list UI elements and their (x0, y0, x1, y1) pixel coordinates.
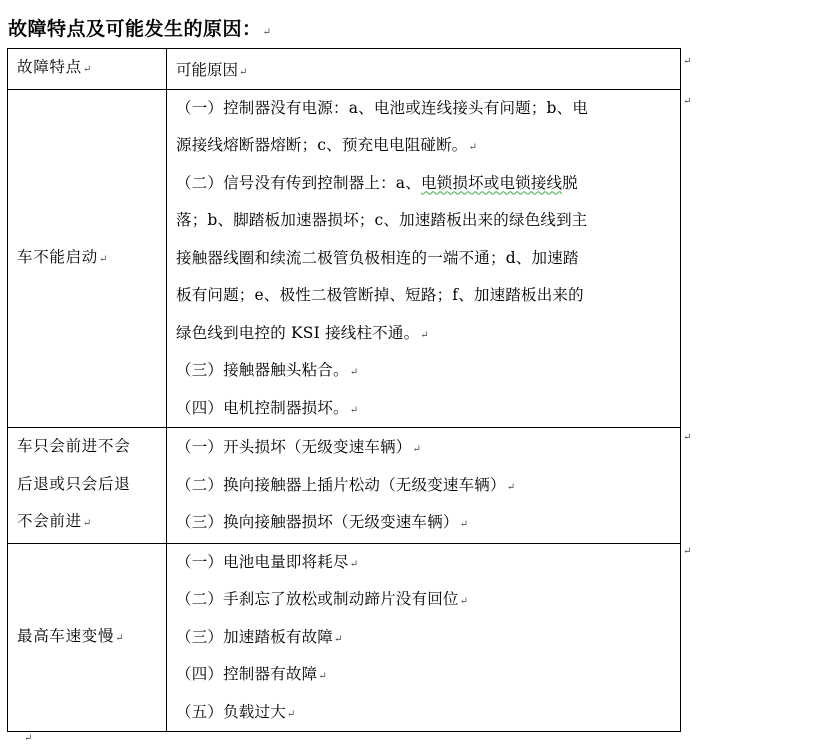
paragraph-mark-icon: ↵ (412, 444, 422, 455)
fault-feature-cell: 最高车速变慢↵ (8, 543, 167, 732)
cause-line: （二）换向接触器上插片松动（无级变速车辆）↵ (176, 475, 516, 494)
feature-line: 后退或只会后退 (17, 474, 131, 493)
fault-feature-cell: 车不能启动↵ (8, 89, 167, 428)
paragraph-mark-icon: ↵ (506, 481, 516, 493)
paragraph-mark-icon: ↵ (349, 367, 359, 378)
cause-line: （三）接触器触头粘合。↵ (176, 361, 359, 379)
table-row (8, 543, 681, 732)
cause-line: 接触器线圈和续流二极管负极相连的一端不通；d、加速踏 (176, 248, 579, 267)
possible-cause-cell (167, 428, 681, 544)
cause-line: （三）加速踏板有故障↵ (176, 627, 343, 646)
paragraph-mark-icon: ↵ (82, 518, 92, 529)
cause-line: （五）负载过大↵ (176, 702, 296, 721)
row-end-mark-icon: ↵ (683, 432, 692, 443)
paragraph-mark-icon: ↵ (420, 329, 429, 341)
paragraph-mark-icon: ↵ (286, 708, 296, 720)
row-end-mark-icon: ↵ (683, 96, 692, 107)
possible-cause-cell (167, 543, 681, 732)
table-row (8, 89, 681, 428)
paragraph-mark-icon: ↵ (349, 558, 359, 570)
table-row (8, 428, 681, 544)
header-fault-feature: 故障特点↵ (8, 49, 167, 90)
table-header-row (8, 49, 681, 90)
cause-line: （四）电机控制器损坏。↵ (176, 398, 359, 417)
header-possible-cause: 可能原因↵ (167, 49, 681, 90)
row-end-mark-icon: ↵ (683, 56, 692, 67)
paragraph-mark-icon: ↵ (115, 632, 125, 644)
possible-cause-cell (167, 89, 681, 428)
paragraph-mark-icon: ↵ (318, 671, 327, 682)
cause-line: （二）信号没有传到控制器上：a、电锁损坏或电锁接线脱 (176, 173, 578, 192)
paragraph-mark-icon: ↵ (262, 27, 272, 38)
paragraph-mark-icon: ↵ (459, 596, 469, 607)
paragraph-mark-icon: ↵ (82, 64, 92, 75)
feature-line: 不会前进↵ (17, 512, 92, 530)
cause-line: （三）换向接触器损坏（无级变速车辆）↵ (176, 513, 469, 531)
paragraph-mark-icon: ↵ (459, 519, 469, 530)
document-title: 故障特点及可能发生的原因：↵ (8, 18, 272, 40)
cause-line: 源接线熔断器熔断；c、预充电电阻碰断。↵ (176, 136, 478, 154)
cause-line: 板有问题；e、极性二极管断掉、短路；f、加速踏板出来的 (176, 286, 584, 304)
cause-line: （一）电池电量即将耗尽↵ (176, 552, 359, 571)
fault-cause-table (7, 48, 681, 732)
paragraph-mark-icon: ↵ (468, 142, 478, 153)
cause-line: 落；b、脚踏板加速器损坏；c、加速踏板出来的绿色线到主 (176, 211, 588, 229)
spellcheck-underline: 电锁损坏或电锁接线 (420, 173, 563, 192)
paragraph-mark-icon: ↵ (334, 633, 343, 645)
paragraph-mark-icon: ↵ (239, 66, 248, 78)
fault-feature-cell (8, 428, 167, 544)
paragraph-mark-icon: ↵ (99, 253, 109, 265)
cause-line: 绿色线到电控的 KSI 接线柱不通。↵ (176, 323, 429, 342)
cause-line: （一）控制器没有电源：a、电池或连线接头有问题；b、电 (176, 98, 589, 117)
cause-line: （四）控制器有故障↵ (176, 665, 327, 683)
cause-line: （一）开头损坏（无级变速车辆）↵ (176, 438, 422, 456)
paragraph-mark-icon: ↵ (349, 404, 359, 416)
cause-line: （二）手刹忘了放松或制动蹄片没有回位↵ (176, 590, 469, 608)
row-end-mark-icon: ↵ (683, 546, 692, 557)
paragraph-mark-icon: ↵ (24, 733, 33, 744)
feature-line: 车只会前进不会 (17, 437, 131, 455)
